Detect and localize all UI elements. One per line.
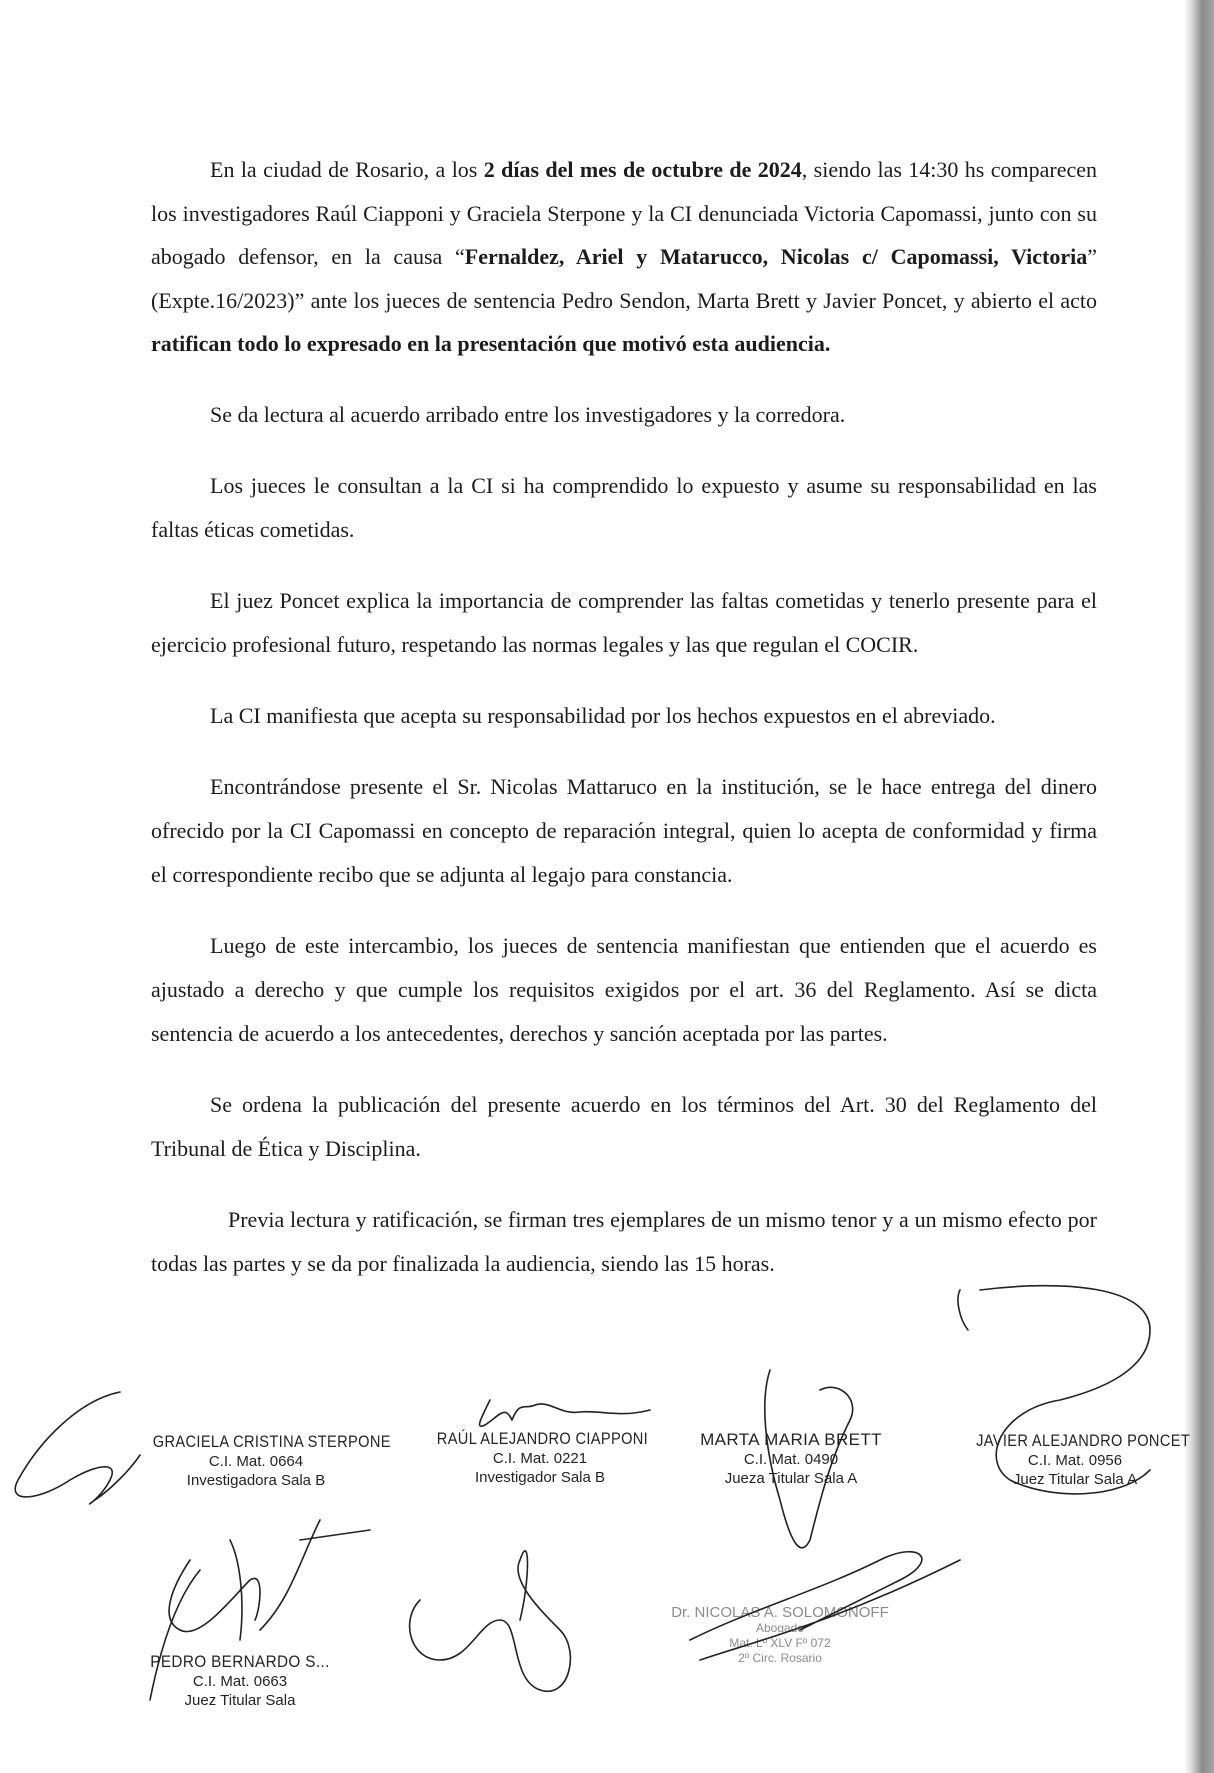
paragraph (151, 579, 1097, 667)
lawyer-circ: 2º Circ. Rosario (738, 1651, 822, 1665)
paragraph (151, 464, 1097, 552)
text-run: En la ciudad de Rosario, a los (210, 157, 484, 182)
signer-role: Juez Titular Sala A (1012, 1471, 1138, 1488)
page-edge-shadow (1184, 0, 1214, 1773)
text-run: Encontrándose presente el Sr. Nicolas Mattaruco en la institución, se le hace entrega del dinero ofrecido por la CI Capomassi en concepto de reparación integral, quien lo acepta de conformidad y firma el correspondiente recibo que se adjunta al legajo para constancia. (151, 773, 1097, 887)
paragraph (151, 393, 1097, 437)
signer-role: Jueza Titular Sala A (724, 1470, 858, 1487)
signature-scribble-sterpone (15, 1392, 140, 1504)
signature-block-sendon (140, 1652, 340, 1710)
text-run: , siendo las 14:30 hs comparecen los investigadores Raúl Ciapponi y Graciela Sterpone y la CI denunciada Victoria Capomassi, junto con su abogado defensor, en la causa “ (151, 157, 1098, 269)
signer-name: MARTA MARIA BRETT (700, 1430, 882, 1449)
signer-registration: C.I. Mat. 0956 (1027, 1452, 1123, 1469)
text-run: La CI manifiesta que acepta su responsabilidad por los hechos expuestos en el abreviado. (210, 702, 996, 728)
signature-scribble-defensor (410, 1551, 571, 1691)
signature-block-sterpone (136, 1432, 391, 1490)
signature-scribble-ciapponi (480, 1400, 650, 1426)
text-run: Luego de este intercambio, los jueces de sentencia manifiestan que entienden que el acuerdo es ajustado a derecho y que cumple los requisitos exigidos por el art. 36 del Reglamento. Así se dicta sentencia de acuerdo a los antecedentes, derechos y sanción aceptada por las partes. (151, 932, 1097, 1046)
bold-text: ratifican todo lo expresado en la presentación que motivó esta audiencia. (151, 331, 831, 356)
text-run: El juez Poncet explica la importancia de comprender las faltas cometidas y tenerlo presente para el ejercicio profesional futuro, respetando las normas legales y las que regulan el COCIR. (151, 587, 1097, 657)
signer-role: Investigador Sala B (474, 1469, 606, 1486)
paragraph (151, 694, 1097, 738)
lawyer-name: Dr. NICOLAS A. SOLOMONOFF (671, 1604, 889, 1621)
lawyer-stamp (660, 1604, 900, 1666)
signature-block-ciapponi (420, 1429, 660, 1487)
signer-registration: C.I. Mat. 0490 (743, 1451, 839, 1468)
signer-registration: C.I. Mat. 0663 (192, 1673, 288, 1690)
signer-name: GRACIELA CRISTINA STERPONE (152, 1432, 391, 1451)
paragraph (151, 1083, 1097, 1171)
text-run: Se da lectura al acuerdo arribado entre los investigadores y la corredora. (210, 401, 846, 427)
paragraph (151, 148, 1097, 366)
paragraph (151, 765, 1097, 897)
text-run: Previa lectura y ratificación, se firman tres ejemplares de un mismo tenor y a un mismo efecto por todas las partes y se da por finalizada la audiencia, siendo las 15 horas. (151, 1206, 1097, 1276)
signer-role: Juez Titular Sala (184, 1692, 296, 1709)
signature-block-poncet (960, 1431, 1190, 1489)
signer-name: PEDRO BERNARDO S... (150, 1652, 330, 1671)
lawyer-registration: Mat. Lº XLV Fº 072 (729, 1636, 831, 1650)
signer-registration: C.I. Mat. 0221 (492, 1450, 588, 1467)
text-run: Los jueces le consultan a la CI si ha comprendido lo expuesto y asume su responsabilidad en las faltas éticas cometidas. (151, 472, 1097, 542)
signer-name: JAVIER ALEJANDRO PONCET (976, 1431, 1191, 1450)
lawyer-title: Abogado (755, 1621, 805, 1635)
paragraph (151, 1198, 1097, 1286)
document-body (151, 148, 1097, 1313)
text-run: ” (Expte.16/2023)” ante los jueces de sentencia Pedro Sendon, Marta Brett y Javier Poncet, y abierto el acto (151, 244, 1097, 313)
text-run: Se ordena la publicación del presente acuerdo en los términos del Art. 30 del Reglamento del Tribunal de Ética y Disciplina. (151, 1091, 1097, 1161)
bold-text: 2 días del mes de octubre de 2024 (483, 157, 802, 182)
signature-block-brett (676, 1430, 906, 1488)
paragraph (151, 924, 1097, 1056)
signer-name: RAÚL ALEJANDRO CIAPPONI (436, 1429, 649, 1448)
bold-text: Fernaldez, Ariel y Matarucco, Nicolas c/ Capomassi, Victoria (464, 244, 1088, 269)
signer-role: Investigadora Sala B (186, 1472, 326, 1489)
signer-registration: C.I. Mat. 0664 (208, 1453, 304, 1470)
